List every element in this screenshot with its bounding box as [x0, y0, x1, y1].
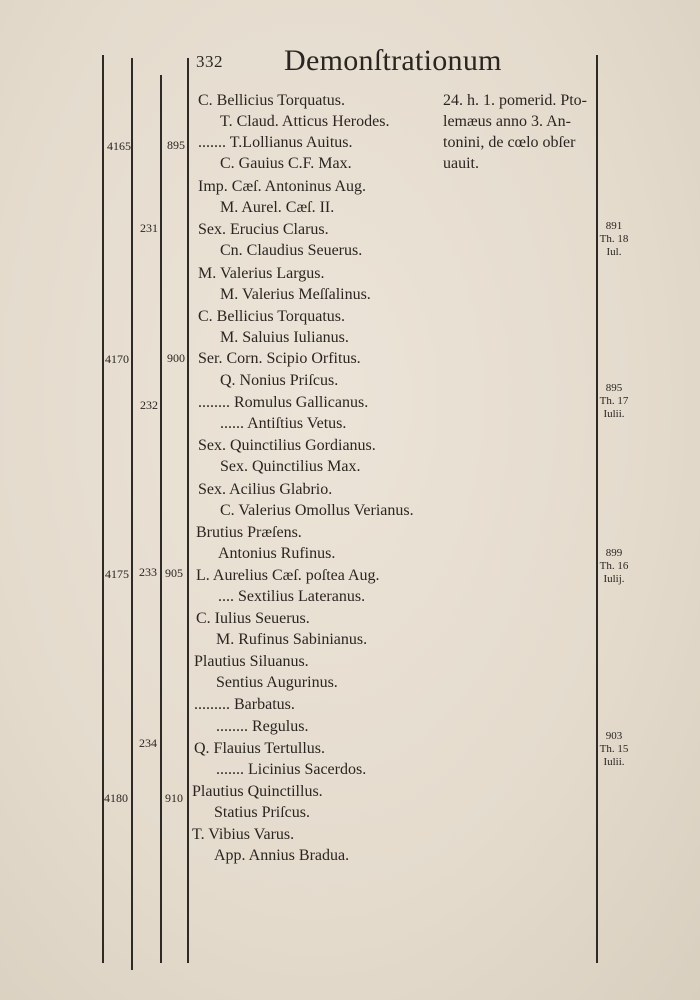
consul-line: Q. Nonius Priſcus.: [220, 372, 339, 389]
urbs-year-900: 900: [167, 351, 185, 365]
consul-line: M. Rufinus Sabinianus.: [216, 631, 368, 648]
consul-line: Sex. Quinctilius Gordianus.: [198, 437, 376, 454]
consul-line: C. Valerius Omollus Verianus.: [220, 502, 414, 519]
column-rule-2: [131, 58, 133, 970]
observation-entry: [596, 730, 632, 769]
consul-line: Statius Priſcus.: [214, 804, 311, 821]
observation-number: 891: [605, 220, 623, 232]
consul-line: ....... T.Lollianus Auitus.: [198, 134, 353, 151]
observation-day: Th. 17: [599, 395, 629, 407]
consul-line: Imp. Cæſ. Antoninus Aug.: [198, 178, 367, 195]
consul-line: C. Iulius Seuerus.: [196, 610, 310, 627]
consul-line: ......... Barbatus.: [194, 696, 295, 713]
urbs-year-895: 895: [167, 138, 185, 152]
consul-line: M. Aurel. Cæſ. II.: [220, 199, 335, 216]
consul-line: T. Claud. Atticus Herodes.: [220, 113, 390, 130]
olympiad-233: 233: [139, 565, 157, 579]
consul-line: Sex. Acilius Glabrio.: [198, 481, 333, 498]
year-4175: 4175: [105, 567, 129, 581]
consul-line: Brutius Præſens.: [196, 524, 302, 541]
consul-line: C. Gauius C.F. Max.: [220, 155, 352, 172]
consul-line: Cn. Claudius Seuerus.: [220, 242, 363, 259]
year-4170: 4170: [105, 352, 129, 366]
consul-line: C. Bellicius Torquatus.: [198, 92, 346, 109]
observation-number: 903: [605, 730, 623, 742]
observation-day: Th. 18: [599, 233, 629, 245]
note-line: lemæus anno 3. An-: [443, 113, 571, 130]
consul-line: L. Aurelius Cæſ. poſtea Aug.: [196, 567, 380, 584]
column-rule-5: [596, 55, 598, 963]
urbs-year-905: 905: [165, 566, 183, 580]
column-rule-1: [102, 55, 104, 963]
olympiad-231: 231: [140, 221, 158, 235]
observation-month: Iul.: [606, 246, 622, 258]
observation-month: Iulij.: [603, 573, 625, 585]
consul-line: Sex. Erucius Clarus.: [198, 221, 329, 238]
column-rule-4: [187, 58, 189, 963]
observation-entry: [596, 547, 632, 586]
consul-line: Sex. Quinctilius Max.: [220, 458, 361, 475]
consul-line: M. Valerius Largus.: [198, 265, 325, 282]
consul-line: ....... Licinius Sacerdos.: [216, 761, 367, 778]
consul-line: M. Saluius Iulianus.: [220, 329, 349, 346]
observation-day: Th. 16: [599, 560, 629, 572]
consul-line: M. Valerius Meſſalinus.: [220, 286, 371, 303]
consul-line: ...... Antiſtius Vetus.: [220, 415, 347, 432]
consul-line: .... Sextilius Lateranus.: [218, 588, 366, 605]
observation-day: Th. 15: [599, 743, 629, 755]
note-line: 24. h. 1. pomerid. Pto-: [443, 92, 587, 109]
page-title: Demonſtrationum: [284, 44, 502, 77]
observation-number: 899: [605, 547, 623, 559]
consul-line: ........ Romulus Gallicanus.: [198, 394, 369, 411]
olympiad-232: 232: [140, 398, 158, 412]
consul-line: Plautius Quinctillus.: [192, 783, 323, 800]
column-rule-3: [160, 75, 162, 963]
consul-line: Q. Flauius Tertullus.: [194, 740, 326, 757]
observation-number: 895: [605, 382, 623, 394]
note-line: tonini, de cœlo obſer: [443, 134, 576, 151]
consul-line: Ser. Corn. Scipio Orfitus.: [198, 350, 361, 367]
consul-line: Sentius Augurinus.: [216, 674, 338, 691]
year-4165: 4165: [107, 139, 131, 153]
consul-line: ........ Regulus.: [216, 718, 309, 735]
observation-month: Iulii.: [603, 756, 625, 768]
year-4180: 4180: [104, 791, 128, 805]
olympiad-234: 234: [139, 736, 157, 750]
consul-line: Plautius Siluanus.: [194, 653, 309, 670]
urbs-year-910: 910: [165, 791, 183, 805]
note-line: uauit.: [443, 155, 479, 172]
observation-entry: [596, 220, 632, 259]
consul-line: Antonius Rufinus.: [218, 545, 336, 562]
consul-line: C. Bellicius Torquatus.: [198, 308, 346, 325]
observation-month: Iulii.: [603, 408, 625, 420]
observation-entry: [596, 382, 632, 421]
consul-line: App. Annius Bradua.: [214, 847, 350, 864]
page-number: 332: [196, 52, 223, 71]
consul-line: T. Vibius Varus.: [192, 826, 295, 843]
